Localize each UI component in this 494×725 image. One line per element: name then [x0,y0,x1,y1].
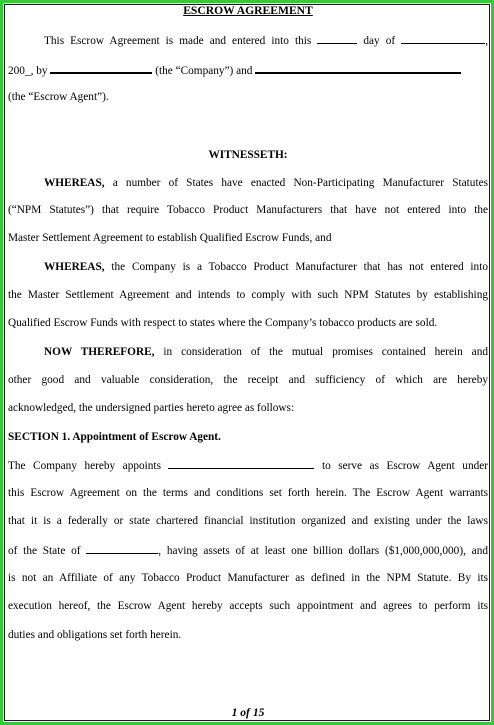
whereas-2-line-2: the Master Settlement Agreement and intends to comply with such NPM Statutes by establishing [8,289,488,301]
paragraph-text: The Company hereby appoints [8,460,161,472]
paragraph-text: of the State of [8,545,81,557]
intro-line-1: This Escrow Agreement is made and entered into this day of , [44,35,489,47]
section-1-heading: SECTION 1. Appointment of Escrow Agent. [8,431,221,443]
whereas-1-line-3: Master Settlement Agreement to establish Qualified Escrow Funds, and [8,232,332,244]
day-blank [317,33,357,44]
now-therefore-line-1 [8,345,488,359]
section-1-line-1 [8,458,488,473]
whereas-2-line-1 [8,260,488,274]
intro-text: 200_, by [8,65,48,77]
paragraph-text: , having assets of at least one billion dollars ($1,000,000,000), and [158,545,488,557]
section-1-line-4 [8,543,488,558]
section-1-line-6: execution hereof, the Escrow Agent hereby accepts such appointment and agrees to perform its [8,600,488,612]
intro-text: day of [363,35,396,47]
section-1-line-3: that it is a federally or state chartered financial institution organized and existing under the laws [8,515,488,527]
intro-text: (the “Company”) and [155,65,253,77]
state-blank [86,543,158,554]
paragraph-text: a number of States have enacted Non-Participating Manufacturer Statutes [112,177,488,189]
intro-line-2 [8,62,488,78]
page-number: 1 of 15 [231,706,265,719]
document-title: ESCROW AGREEMENT [183,4,313,17]
paragraph-text: in consideration of the mutual promises contained herein and [163,346,488,358]
now-therefore-line-3: acknowledged, the undersigned parties hereto agree as follows: [8,402,295,414]
escrow-agent-blank [255,62,461,74]
month-blank [401,33,485,44]
whereas-label: WHEREAS, [44,177,105,189]
whereas-1-line-1 [8,176,488,190]
now-therefore-label: NOW THEREFORE, [44,346,155,358]
whereas-label: WHEREAS, [44,261,105,273]
section-1-line-5: is not an Affiliate of any Tobacco Product Manufacturer as defined in the NPM Statute. By its [8,572,488,584]
escrow-agent-name-blank [168,458,314,469]
whereas-2-line-3: Qualified Escrow Funds with respect to states where the Company’s tobacco products are sold. [8,317,438,329]
company-blank [50,62,152,74]
section-1-line-2: this Escrow Agreement on the terms and conditions set forth herein. The Escrow Agent warrants [8,487,488,499]
intro-text: This Escrow Agreement is made and entered into this [44,35,312,47]
now-therefore-line-2: other good and valuable consideration, the receipt and sufficiency of which are hereby [8,374,488,386]
intro-line-3: (the “Escrow Agent”). [8,91,109,103]
whereas-1-line-2: (“NPM Statutes”) that require Tobacco Product Manufacturers that have not entered into the [8,204,488,216]
paragraph-text: to serve as Escrow Agent under [321,460,489,472]
witnesseth-heading: WITNESSETH: [208,149,288,161]
paragraph-text: the Company is a Tobacco Product Manufacturer that has not entered into [111,261,488,273]
section-1-line-7: duties and obligations set forth herein. [8,629,182,641]
